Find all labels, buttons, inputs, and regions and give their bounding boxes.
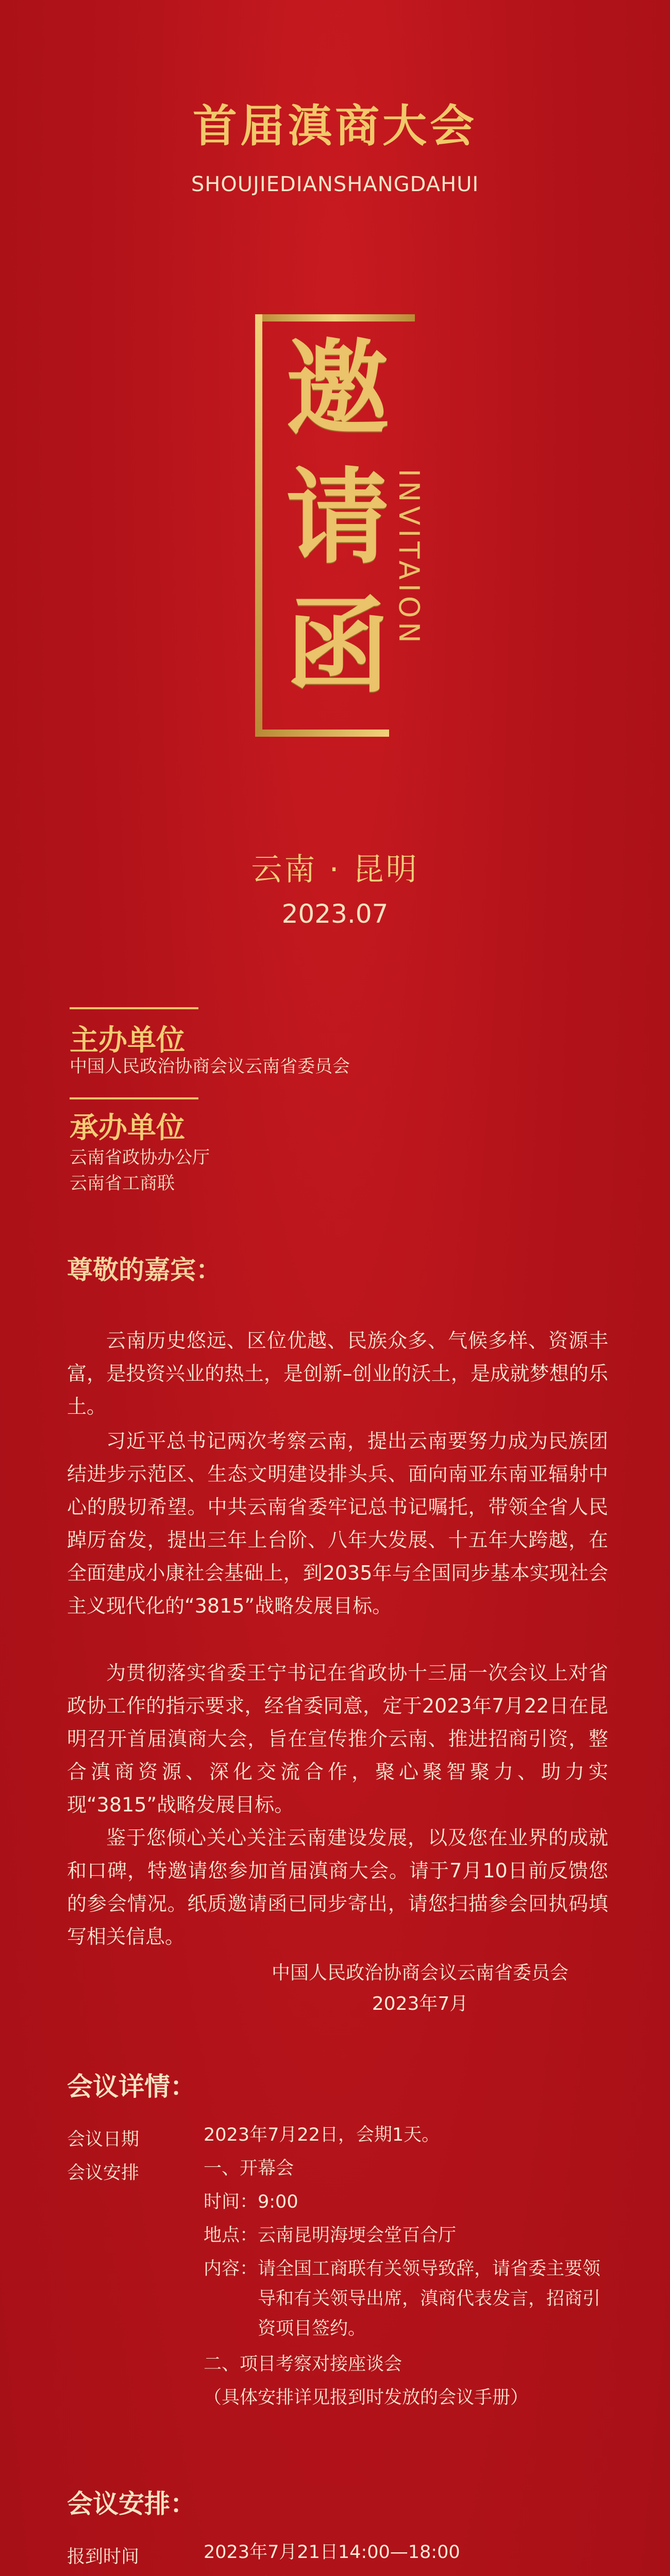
signature: 中国人民政治协商会议云南省委员会	[271, 1962, 568, 1984]
divider-line	[70, 1007, 198, 1009]
agenda-content: 内容：请全国工商联有关领导致辞，请省委主要领导和有关领导出席，滇商代表发言，招商引资项目签约。	[204, 2259, 601, 2339]
signature-date: 2023年7月	[372, 1993, 468, 2014]
agenda-place: 地点：云南昆明海埂会堂百合厅	[204, 2225, 457, 2246]
arrangement-title: 会议安排：	[67, 2489, 196, 2519]
location: 云南 · 昆明	[251, 852, 419, 888]
co-organizer-1: 云南省政协办公厅	[70, 1147, 210, 1168]
invitation-english-wrap	[384, 469, 430, 737]
co-organizer-2: 云南省工商联	[70, 1173, 175, 1194]
co-organizer-title: 承办单位	[70, 1111, 185, 1145]
date-value: 2023年7月22日，会期1天。	[204, 2125, 440, 2145]
agenda-time: 时间：9:00	[204, 2192, 298, 2212]
page-subtitle: SHOUJIEDIANSHANGDAHUI	[191, 173, 479, 196]
checkin-time-label: 报到时间	[67, 2547, 140, 2567]
invitation-char-1: 邀	[286, 328, 389, 449]
letter-paragraph-4: 鉴于您倾心关心关注云南建设发展，以及您在业界的成就和口碑，特邀请您参加首届滇商大会。请于7月10日前反馈您的参会情况。纸质邀请函已同步寄出，请您扫描参会回执码填写相关信息。	[67, 1826, 608, 1948]
invitation-char-2: 请	[286, 457, 389, 578]
details-title: 会议详情：	[67, 2072, 196, 2102]
invitation-english: INVITAION	[393, 469, 425, 647]
agenda-item-2: 二、项目考察对接座谈会	[204, 2354, 403, 2375]
letter-paragraph-3: 为贯彻落实省委王宁书记在省政协十三届一次会议上对省政协工作的指示要求，经省委同意，定于2023年7月22日在昆明召开首届滇商大会，旨在宣传推介云南、推进招商引资，整合滇商资源、深化交流合作，聚心聚智聚力、助力实现“3815”战略发展目标。	[67, 1662, 608, 1816]
frame-top-line	[255, 314, 415, 321]
agenda-label: 会议安排	[67, 2163, 140, 2183]
page-title: 首届滇商大会	[193, 100, 477, 152]
signature-block	[0, 1958, 670, 2020]
event-month: 2023.07	[281, 899, 389, 929]
host-title: 主办单位	[70, 1024, 185, 1057]
letter-paragraph-2: 习近平总书记两次考察云南，提出云南要努力成为民族团结进步示范区、生态文明建设排头兵、面向南亚东南亚辐射中心的殷切希望。中共云南省委牢记总书记嘱托，带领全省人民踔厉奋发，提出三年上台阶、八年大发展、十五年大跨越，在全面建成小康社会基础上，到2035年与全国同步基本实现社会主义现代化的“3815”战略发展目标。	[67, 1430, 608, 1617]
agenda-item-1: 一、开幕会	[204, 2158, 294, 2179]
letter-paragraph-1: 云南历史悠远、区位优越、民族众多、气候多样、资源丰富，是投资兴业的热土，是创新–创业的沃土，是成就梦想的乐土。	[67, 1329, 608, 1418]
host-name: 中国人民政治协商会议云南省委员会	[70, 1056, 350, 1077]
divider-line	[70, 1097, 198, 1099]
frame-left-line	[255, 314, 262, 737]
greeting: 尊敬的嘉宾：	[67, 1255, 222, 1285]
agenda-note: （具体安排详见报到时发放的会议手册）	[204, 2387, 529, 2408]
checkin-place	[204, 2571, 606, 2576]
frame-bottom-line	[255, 730, 389, 737]
checkin-time: 2023年7月21日14:00—18:00	[204, 2542, 460, 2563]
invitation-char-3: 函	[286, 586, 389, 707]
date-label: 会议日期	[67, 2129, 140, 2150]
